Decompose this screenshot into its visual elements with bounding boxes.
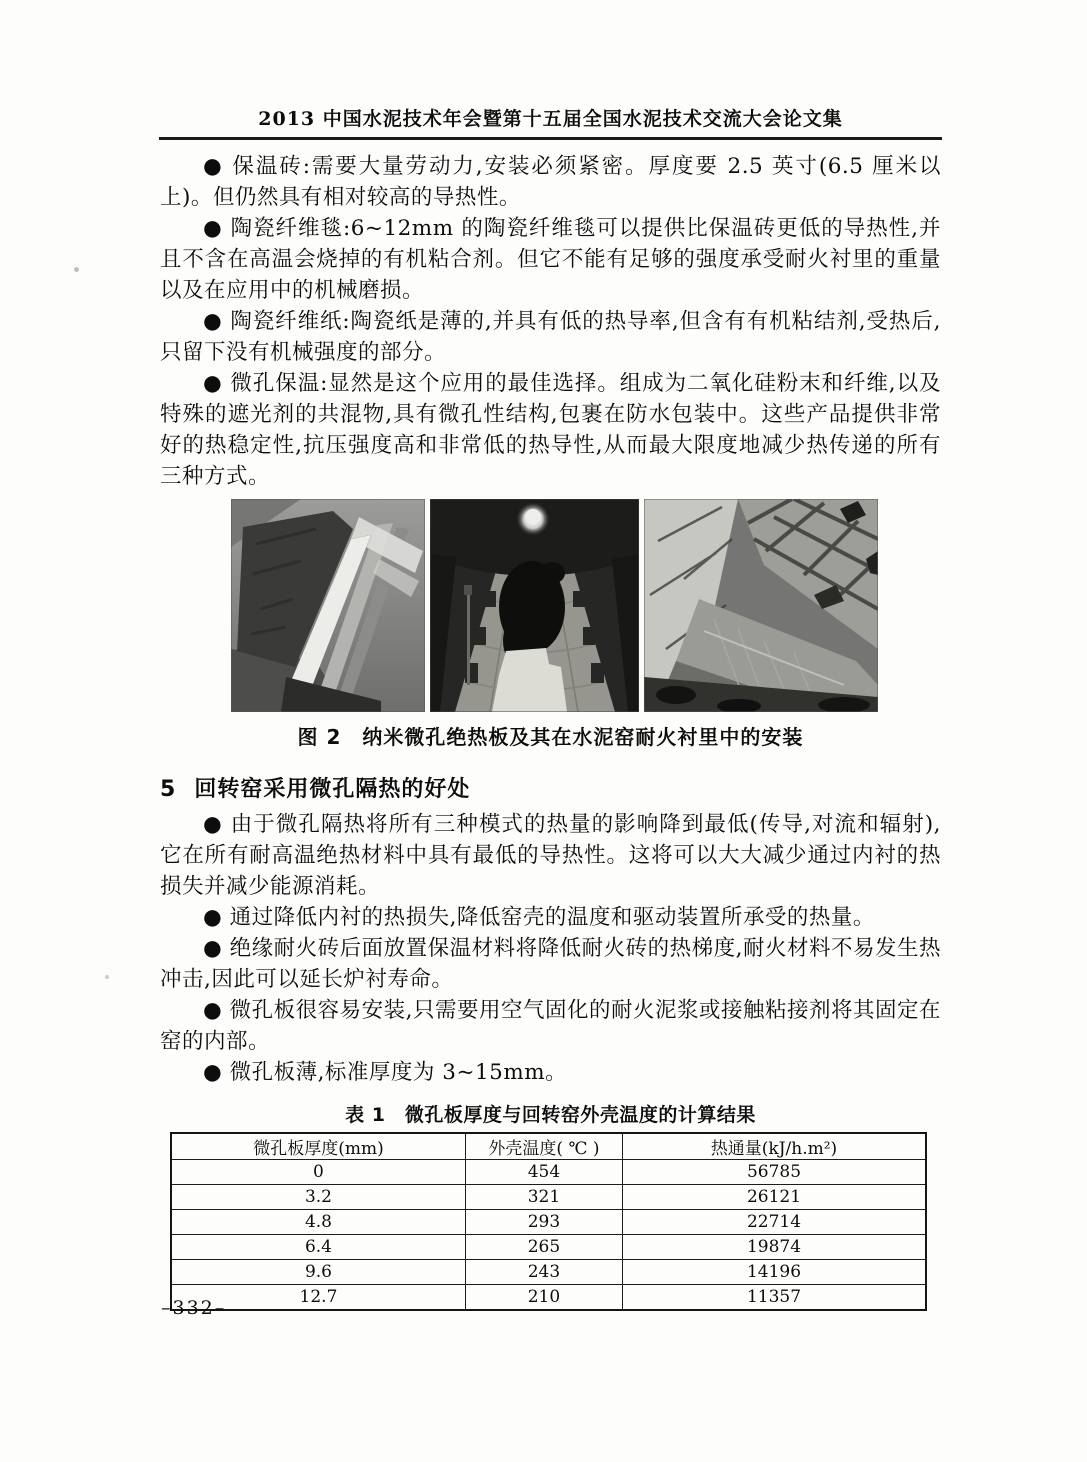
table-row xyxy=(171,1160,926,1185)
column-header-shell-temperature: 外壳温度( ℃ ) xyxy=(465,1133,622,1160)
table-cell: 26121 xyxy=(622,1185,926,1210)
table-cell: 321 xyxy=(465,1185,622,1210)
table-cell: 243 xyxy=(465,1260,622,1285)
intro-bullet-ceramic-fiber-paper: ● 陶瓷纤维纸:陶瓷纸是薄的,并具有低的热导率,但含有有机粘结剂,受热后,只留下没有机械强度的部分。 xyxy=(160,309,941,365)
figure-photo-row xyxy=(231,499,941,712)
kiln-brick-lining-photo xyxy=(644,499,878,712)
kiln-interior-installation-photo xyxy=(430,499,639,712)
microporous-panels-stack-photo xyxy=(231,499,425,712)
figure-caption: 图 2 纳米微孔绝热板及其在水泥窑耐火衬里中的安装 xyxy=(297,725,804,749)
page-number: –332– xyxy=(161,1297,227,1319)
results-table-body xyxy=(171,1160,926,1311)
section-title: 回转窑采用微孔隔热的好处 xyxy=(194,777,471,802)
benefit-bullet-lowest-conductivity: ● 由于微孔隔热将所有三种模式的热量的影响降到最低(传导,对流和辐射),它在所有耐高温绝热材料中具有最低的导热性。这将可以大大减少通过内衬的热损失并减少能源消耗。 xyxy=(160,812,941,899)
table-cell: 9.6 xyxy=(171,1260,465,1285)
table-row xyxy=(171,1210,926,1235)
table-cell: 210 xyxy=(465,1285,622,1311)
column-header-heat-flux: 热通量(kJ/h.m²) xyxy=(622,1133,926,1160)
benefit-bullet-thermal-gradient: ● 绝缘耐火砖后面放置保温材料将降低耐火砖的热梯度,耐火材料不易发生热冲击,因此可以延长炉衬寿命。 xyxy=(160,936,941,992)
proceedings-header-title: 2013 中国水泥技术年会暨第十五届全国水泥技术交流大会论文集 xyxy=(258,108,843,130)
table-cell: 22714 xyxy=(622,1210,926,1235)
header-rule xyxy=(159,137,942,140)
column-header-panel-thickness: 微孔板厚度(mm) xyxy=(171,1133,465,1160)
section-heading xyxy=(160,772,941,803)
table-cell: 56785 xyxy=(622,1160,926,1185)
table-cell: 3.2 xyxy=(171,1185,465,1210)
table-cell: 14196 xyxy=(622,1260,926,1285)
table-row xyxy=(171,1285,926,1311)
page-content xyxy=(160,151,941,1311)
table-cell: 265 xyxy=(465,1235,622,1260)
table-header-row xyxy=(171,1133,926,1160)
table-cell: 11357 xyxy=(622,1285,926,1311)
table-cell: 293 xyxy=(465,1210,622,1235)
intro-bullet-insulating-brick: ● 保温砖:需要大量劳动力,安装必须紧密。厚度要 2.5 英寸(6.5 厘米以上)。但仍然具有相对较高的导热性。 xyxy=(160,154,941,210)
results-table xyxy=(170,1132,927,1311)
table-cell: 19874 xyxy=(622,1235,926,1260)
table-cell: 454 xyxy=(465,1160,622,1185)
benefit-bullet-thin-panels: ● 微孔板薄,标准厚度为 3~15mm。 xyxy=(203,1060,568,1085)
scan-speck xyxy=(105,975,109,979)
table-caption: 表 1 微孔板厚度与回转窑外壳温度的计算结果 xyxy=(345,1104,756,1126)
table-cell: 0 xyxy=(171,1160,465,1185)
table-cell: 4.8 xyxy=(171,1210,465,1235)
intro-bullet-microporous-insulation: ● 微孔保温:显然是这个应用的最佳选择。组成为二氧化硅粉末和纤维,以及特殊的遮光剂的共混物,具有微孔性结构,包裹在防水包装中。这些产品提供非常好的热稳定性,抗压强度高和非常低的热导性,从而最大限度地减少热传递的所有三种方式。 xyxy=(160,371,941,489)
scan-speck xyxy=(74,267,79,272)
table-cell: 12.7 xyxy=(171,1285,465,1311)
benefit-bullet-easy-installation: ● 微孔板很容易安装,只需要用空气固化的耐火泥浆或接触粘接剂将其固定在窑的内部。 xyxy=(160,998,941,1054)
table-row xyxy=(171,1185,926,1210)
intro-bullet-ceramic-fiber-blanket: ● 陶瓷纤维毯:6~12mm 的陶瓷纤维毯可以提供比保温砖更低的导热性,并且不含在高温会烧掉的有机粘合剂。但它不能有足够的强度承受耐火衬里的重量以及在应用中的机械磨损。 xyxy=(160,216,941,303)
table-row xyxy=(171,1260,926,1285)
section-number: 5 xyxy=(160,777,177,802)
table-row xyxy=(171,1235,926,1260)
benefit-bullet-shell-temperature: ● 通过降低内衬的热损失,降低窑壳的温度和驱动装置所承受的热量。 xyxy=(203,905,875,930)
table-cell: 6.4 xyxy=(171,1235,465,1260)
